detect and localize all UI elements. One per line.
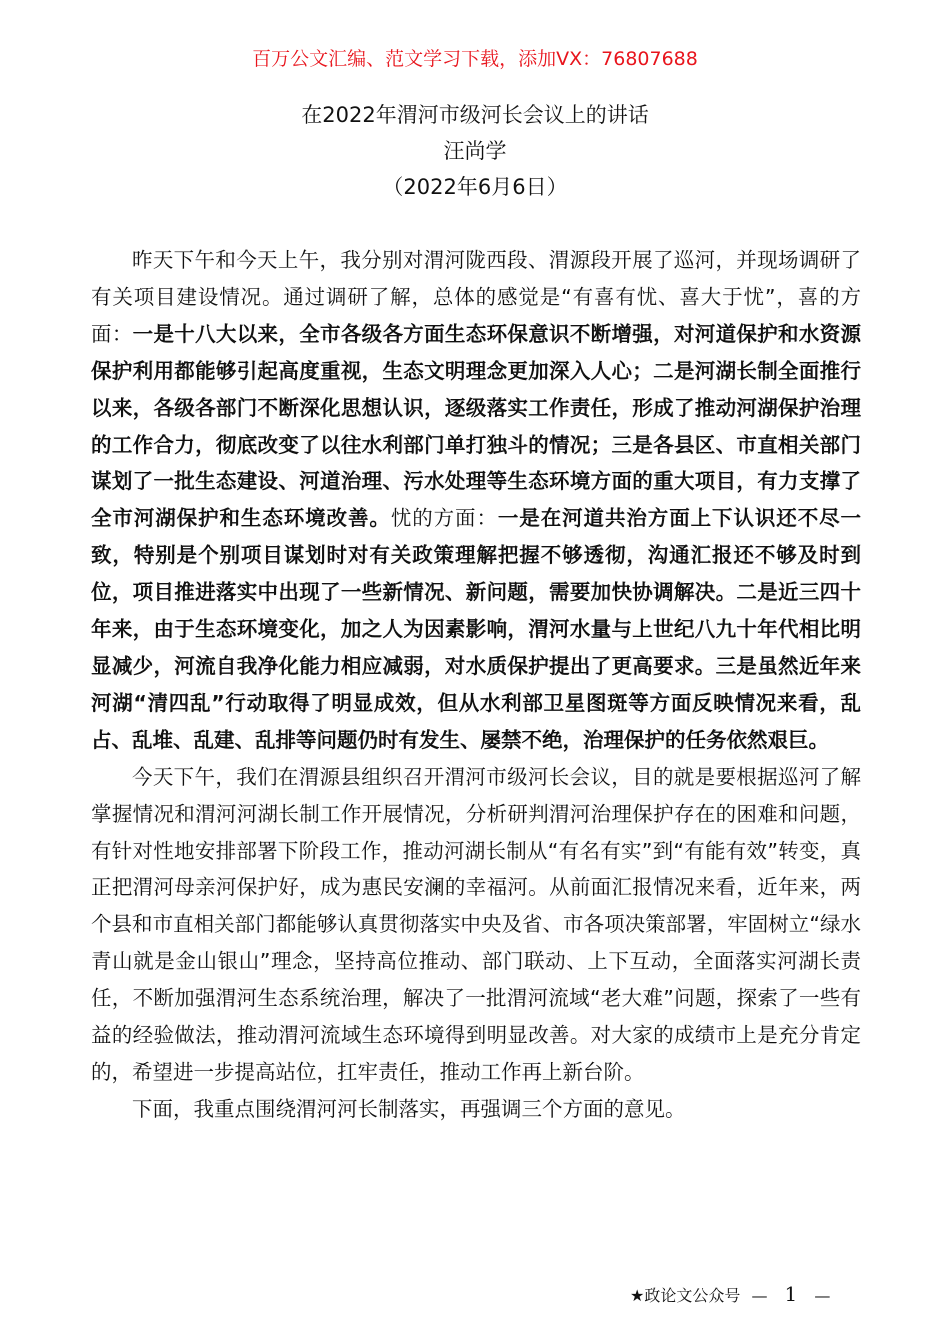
paragraph-3: 下面，我重点围绕渭河河长制落实，再强调三个方面的意见。 — [132, 1096, 686, 1121]
paragraph-2: 今天下午，我们在渭源县组织召开渭河市级河长会议，目的就是要根据巡河了解掌握情况和渭河河湖长制工作开展情况，分析研判渭河治理保护存在的困难和问题，有针对性地安排部署下阶段工作，推动河湖长制从“有名有实”到“有能有效”转变，真正把渭河母亲河保护好，成为惠民安澜的幸福河。从前面汇报情况来看，近年来，两个县和市直相关部门都能够认真贯彻落实中央及省、市各项决策部署，牢固树立“绿水青山就是金山银山”理念，坚持高位推动、部门联动、上下互动，全面落实河湖长责任，不断加强渭河生态系统治理，解决了一批渭河流域“老大难”问题，探索了一些有益的经验做法，推动渭河流域生态环境得到明显改善。对大家的成绩市上是充分肯定的，希望进一步提高站位，扛牢责任，推动工作再上新台阶。 — [91, 764, 861, 1084]
document-title: 在2022年渭河市级河长会议上的讲话 — [301, 103, 649, 127]
paragraph-1 — [91, 242, 861, 759]
footer-source: ★政论文公众号 — [630, 1286, 741, 1305]
page-number: 1 — [784, 1282, 798, 1306]
paragraph-1-concerns-label: 忧的方面： — [390, 506, 498, 531]
page-footer — [630, 1282, 890, 1308]
document-author: 汪尚学 — [443, 139, 507, 163]
paragraph-1-concerns: 一是在河道共治方面上下认识还不尽一致，特别是个别项目谋划时对有关政策理解把握不够透彻，沟通汇报还不够及时到位，项目推进落实中出现了一些新情况、新问题，需要加快协调解决。二是近三四十年来，由于生态环境变化，加之人为因素影响，渭河水量与上世纪八九十年代相比明显减少，河流自我净化能力相应减弱，对水质保护提出了更高要求。三是虽然近年来河湖“清四乱”行动取得了明显成效，但从水利部卫星图斑等方面反映情况来看，乱占、乱堆、乱建、乱排等问题仍时有发生、屡禁不绝，治理保护的任务依然艰巨。 — [91, 506, 862, 752]
paragraph-1-intro: 昨天下午和今天上午，我分别对渭河陇西段、渭源段开展了巡河，并现场调研了有关项目建设情况。通过调研了解，总体的感觉是“有喜有忧、喜大于忧”，喜的方面： — [91, 248, 861, 346]
paragraph-1-positives: 一是十八大以来，全市各级各方面生态环保意识不断增强，对河道保护和水资源保护利用都能够引起高度重视，生态文明理念更加深入人心；二是河湖长制全面推行以来，各级各部门不断深化思想认识，逐级落实工作责任，形成了推动河湖保护治理的工作合力，彻底改变了以往水利部门单打独斗的情况；三是各县区、市直相关部门谋划了一批生态建设、河道治理、污水处理等生态环境方面的重大项目，有力支撑了全市河湖保护和生态环境改善。 — [91, 321, 861, 531]
footer-dash-left: — — [751, 1286, 768, 1305]
document-header — [0, 97, 950, 205]
document-body — [91, 242, 861, 1128]
promo-banner: 百万公文汇编、范文学习下载，添加VX：76807688 — [252, 48, 698, 70]
footer-dash-right: — — [814, 1286, 831, 1305]
document-date: （2022年6月6日） — [382, 175, 568, 199]
